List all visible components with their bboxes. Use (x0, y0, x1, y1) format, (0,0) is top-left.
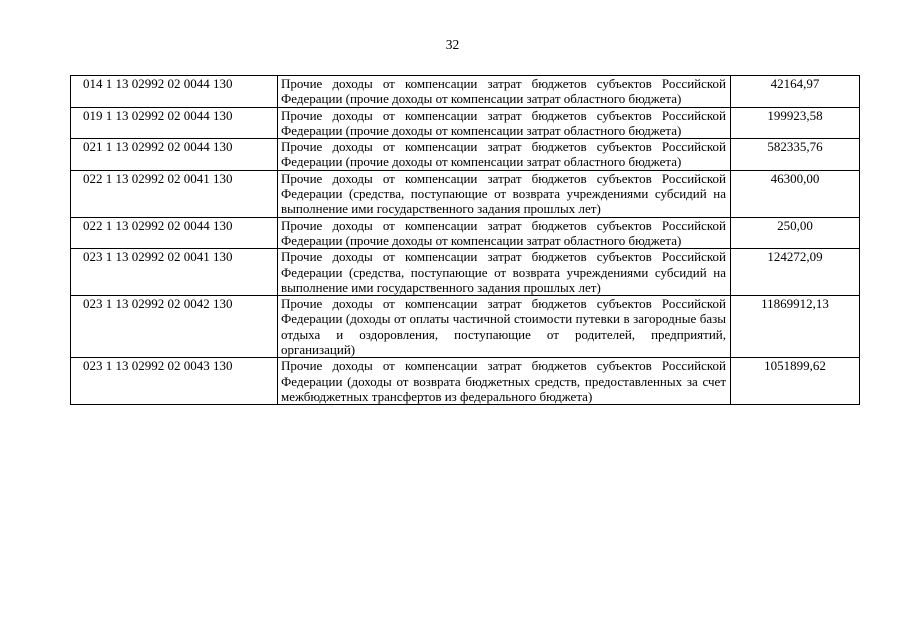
budget-code-cell: 019 1 13 02992 02 0044 130 (71, 107, 278, 139)
budget-code-cell: 022 1 13 02992 02 0044 130 (71, 217, 278, 249)
amount-cell: 582335,76 (731, 139, 860, 171)
table-row (71, 249, 860, 296)
budget-code-cell: 023 1 13 02992 02 0042 130 (71, 296, 278, 358)
budget-code-cell: 022 1 13 02992 02 0041 130 (71, 170, 278, 217)
amount-cell: 199923,58 (731, 107, 860, 139)
description-cell: Прочие доходы от компенсации затрат бюджетов субъектов Российской Федерации (доходы от возврата бюджетных средств, предоставленных за счет межбюджетных трансфертов из федерального бюджета) (278, 358, 731, 405)
description-cell: Прочие доходы от компенсации затрат бюджетов субъектов Российской Федерации (прочие доходы от компенсации затрат областного бюджета) (278, 107, 731, 139)
description-cell: Прочие доходы от компенсации затрат бюджетов субъектов Российской Федерации (прочие доходы от компенсации затрат областного бюджета) (278, 217, 731, 249)
description-cell: Прочие доходы от компенсации затрат бюджетов субъектов Российской Федерации (доходы от оплаты частичной стоимости путевки в загородные базы отдыха и оздоровления, поступающие от родителей, предприятий, организаций) (278, 296, 731, 358)
budget-revenue-table (70, 75, 860, 405)
budget-code-cell: 021 1 13 02992 02 0044 130 (71, 139, 278, 171)
amount-cell: 1051899,62 (731, 358, 860, 405)
amount-cell: 11869912,13 (731, 296, 860, 358)
table-row (71, 139, 860, 171)
table-row (71, 217, 860, 249)
budget-code-cell: 014 1 13 02992 02 0044 130 (71, 76, 278, 108)
table-row (71, 358, 860, 405)
budget-code-cell: 023 1 13 02992 02 0041 130 (71, 249, 278, 296)
amount-cell: 250,00 (731, 217, 860, 249)
table-row (71, 296, 860, 358)
description-cell: Прочие доходы от компенсации затрат бюджетов субъектов Российской Федерации (прочие доходы от компенсации затрат областного бюджета) (278, 76, 731, 108)
amount-cell: 124272,09 (731, 249, 860, 296)
description-cell: Прочие доходы от компенсации затрат бюджетов субъектов Российской Федерации (прочие доходы от компенсации затрат областного бюджета) (278, 139, 731, 171)
amount-cell: 42164,97 (731, 76, 860, 108)
table-row (71, 107, 860, 139)
table-row (71, 76, 860, 108)
amount-cell: 46300,00 (731, 170, 860, 217)
budget-code-cell: 023 1 13 02992 02 0043 130 (71, 358, 278, 405)
description-cell: Прочие доходы от компенсации затрат бюджетов субъектов Российской Федерации (средства, поступающие от возврата учреждениями субсидий на выполнение ими государственного задания прошлых лет) (278, 249, 731, 296)
description-cell: Прочие доходы от компенсации затрат бюджетов субъектов Российской Федерации (средства, поступающие от возврата учреждениями субсидий на выполнение ими государственного задания прошлых лет) (278, 170, 731, 217)
page-number: 32 (445, 37, 460, 52)
table-row (71, 170, 860, 217)
